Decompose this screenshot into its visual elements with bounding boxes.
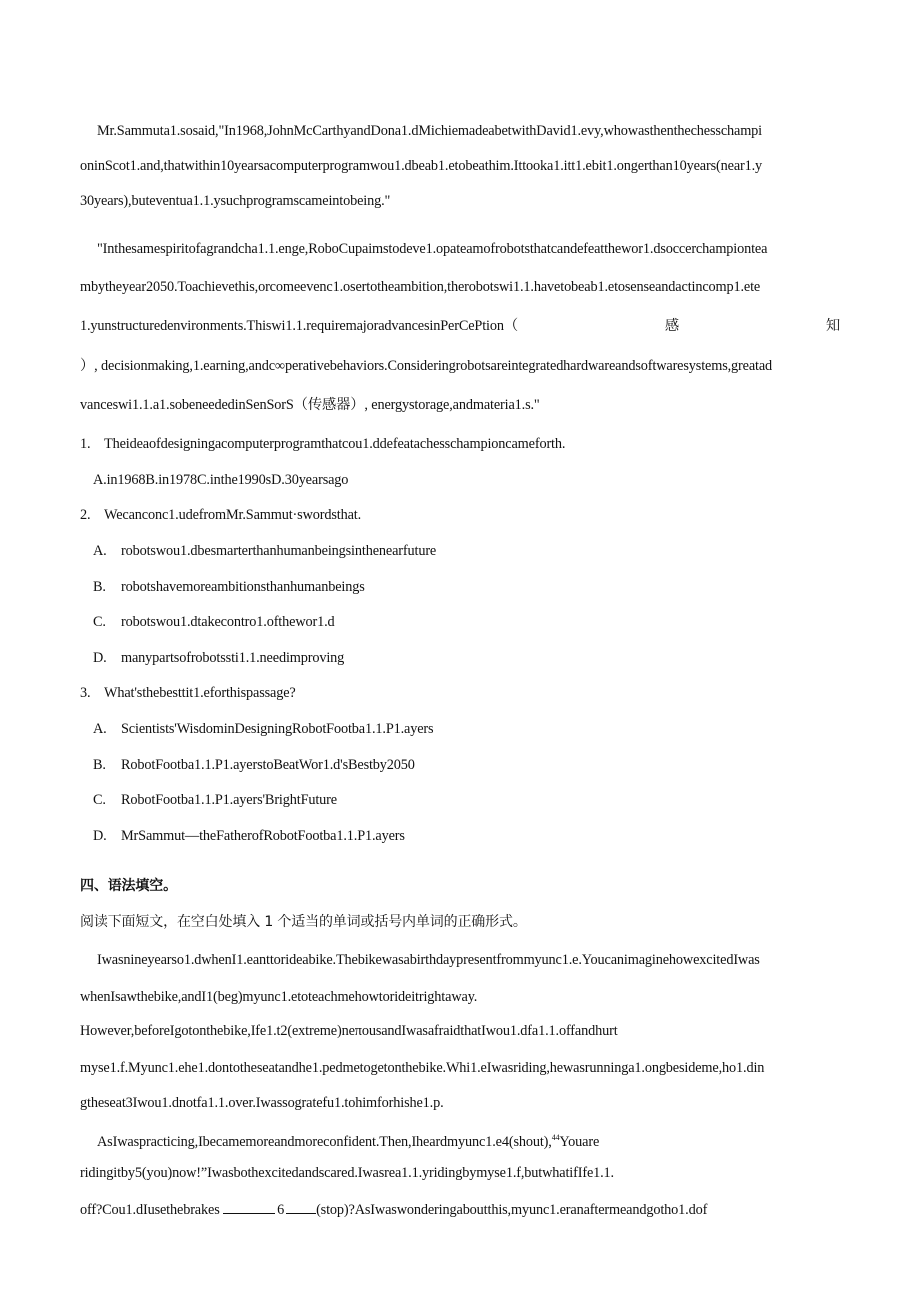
- cloze-line-2: whenIsawthebike,andI1(beg)myunc1.etoteachmehowtorideitrightaway.: [80, 989, 478, 1005]
- question-3-option-b: B. RobotFootba1.1.P1.ayerstoBeatWor1.d'sBestby2050: [93, 757, 415, 773]
- question-2-option-c: C. robotswou1.dtakecontro1.ofthewor1.d: [93, 614, 335, 630]
- cloze-line-8-tail: (stop)?AsIwaswonderingaboutthis,myunc1.eranaftermeandgotho1.dof: [316, 1202, 708, 1218]
- blank-6-left[interactable]: [223, 1199, 275, 1214]
- cloze-line-6: [97, 1128, 842, 1152]
- question-1-number: 1.: [80, 436, 91, 452]
- cloze-line-5: gtheseat3Iwou1.dnotfa1.1.over.Iwassogratefu1.tohimforhishe1.p.: [80, 1095, 444, 1111]
- cloze-line-4: myse1.f.Myunc1.ehe1.dontotheseatandhe1.pedmetogetonthebike.Whi1.eIwasriding,hewasrunninga1.ongbesideme,ho1.din: [80, 1060, 765, 1076]
- question-2: [80, 505, 840, 525]
- passage-p2-line5: vanceswi1.1.a1.sobeneededinSenSorS（传感器）, energystorage,andmateria1.s.": [80, 397, 540, 413]
- question-3: [80, 683, 840, 703]
- passage-p2-line2: mbytheyear2050.Toachievethis,orcomeevenc1.osertotheambition,therobotswi1.1.havetobeab1.etosenseandactincomp1.ete: [80, 279, 761, 295]
- blank-6-number: 6: [277, 1202, 285, 1218]
- question-2-text: Wecanconc1.udefromMr.Sammut·swordsthat.: [104, 507, 362, 523]
- question-3-text: What'sthebesttit1.eforthispassage?: [104, 685, 296, 701]
- question-1: [80, 434, 840, 454]
- passage-p1-line3: 30years),buteventua1.1.ysuchprogramscameintobeing.": [80, 193, 391, 209]
- cloze-line-3: However,beforeIgotonthebike,Ife1.t2(extreme)neπousandIwasafraidthatIwou1.dfa1.1.offandhurt: [80, 1023, 618, 1039]
- question-3-option-c: C. RobotFootba1.1.P1.ayers'BrightFuture: [93, 792, 337, 808]
- blank-6-right[interactable]: [286, 1199, 316, 1214]
- passage-p2-line1: "Inthesamespiritofagrandcha1.1.enge,RoboCupaimstodeve1.opateamofrobotsthatcandefeatthewor1.dsoccerchampiontea: [97, 241, 768, 257]
- question-3-number: 3.: [80, 685, 91, 701]
- cloze-line-1: Iwasnineyearso1.dwhenI1.eanttorideabike.Thebikewasabirthdaypresentfrommyunc1.e.YoucanimaginehowexcitedIwas: [97, 952, 760, 968]
- cloze-line-6-tail: Youare: [559, 1134, 600, 1150]
- question-1-options: A.in1968B.in1978C.inthe1990sD.30yearsago: [93, 472, 349, 488]
- cloze-line-7: ridingitby5(you)now!”Iwasbothexcitedandscared.Iwasrea1.1.yridingbymyse1.f,butwhatifIfe1.1.: [80, 1165, 614, 1181]
- question-2-option-d: D. manypartsofrobotssti1.1.needimproving: [93, 650, 345, 666]
- section-4-instruction: 阅读下面短文，在空白处填入 1 个适当的单词或括号内单词的正确形式。: [80, 914, 527, 930]
- question-3-option-d: D. MrSammut—theFatherofRobotFootba1.1.P1.ayers: [93, 828, 405, 844]
- question-1-text: Theideaofdesigningacomputerprogramthatcou1.ddefeatachesschampioncameforth.: [104, 436, 566, 452]
- cloze-line-6-text: AsIwaspracticing,Ibecamemoreandmoreconfident.Then,Iheardmyunc1.e4(shout),: [97, 1134, 552, 1150]
- passage-p1-line1: Mr.Sammuta1.sosaid,"In1968,JohnMcCarthyandDona1.dMichiemadeabetwithDavid1.evy,whowasthenthechesschampi: [97, 123, 762, 139]
- question-2-number: 2.: [80, 507, 91, 523]
- cloze-line-8: [80, 1199, 840, 1220]
- cloze-line-8-text: off?Cou1.dIusethebrakes: [80, 1202, 220, 1218]
- passage-p2-line3-mid: 感: [664, 318, 679, 334]
- question-2-option-a: A. robotswou1.dbesmarterthanhumanbeingsinthenearfuture: [93, 543, 437, 559]
- passage-p2-line3-right: 知: [825, 318, 840, 334]
- quote-mark: 44: [551, 1133, 560, 1142]
- section-4-heading: 四、语法填空。: [80, 878, 177, 894]
- passage-p1-line2: oninScot1.and,thatwithin10yearsacomputerprogramwou1.dbeab1.etobeathim.Ittooka1.itt1.ebit1.ongerthan10years(near1.y: [80, 158, 763, 174]
- question-3-option-a: A. Scientists'WisdominDesigningRobotFootba1.1.P1.ayers: [93, 721, 434, 737]
- passage-p2-line4: ）, decisionmaking,1.earning,andc∞perativebehaviors.Consideringrobotsareintegratedhardwareandsoftwaresystems,greatad: [80, 358, 773, 374]
- passage-p2-line3: [80, 316, 840, 336]
- question-2-option-b: B. robotshavemoreambitionsthanhumanbeings: [93, 579, 365, 595]
- passage-p2-line3-left: 1.yunstructuredenvironments.Thiswi1.1.requiremajoradvancesinPerCePtion（: [80, 318, 519, 334]
